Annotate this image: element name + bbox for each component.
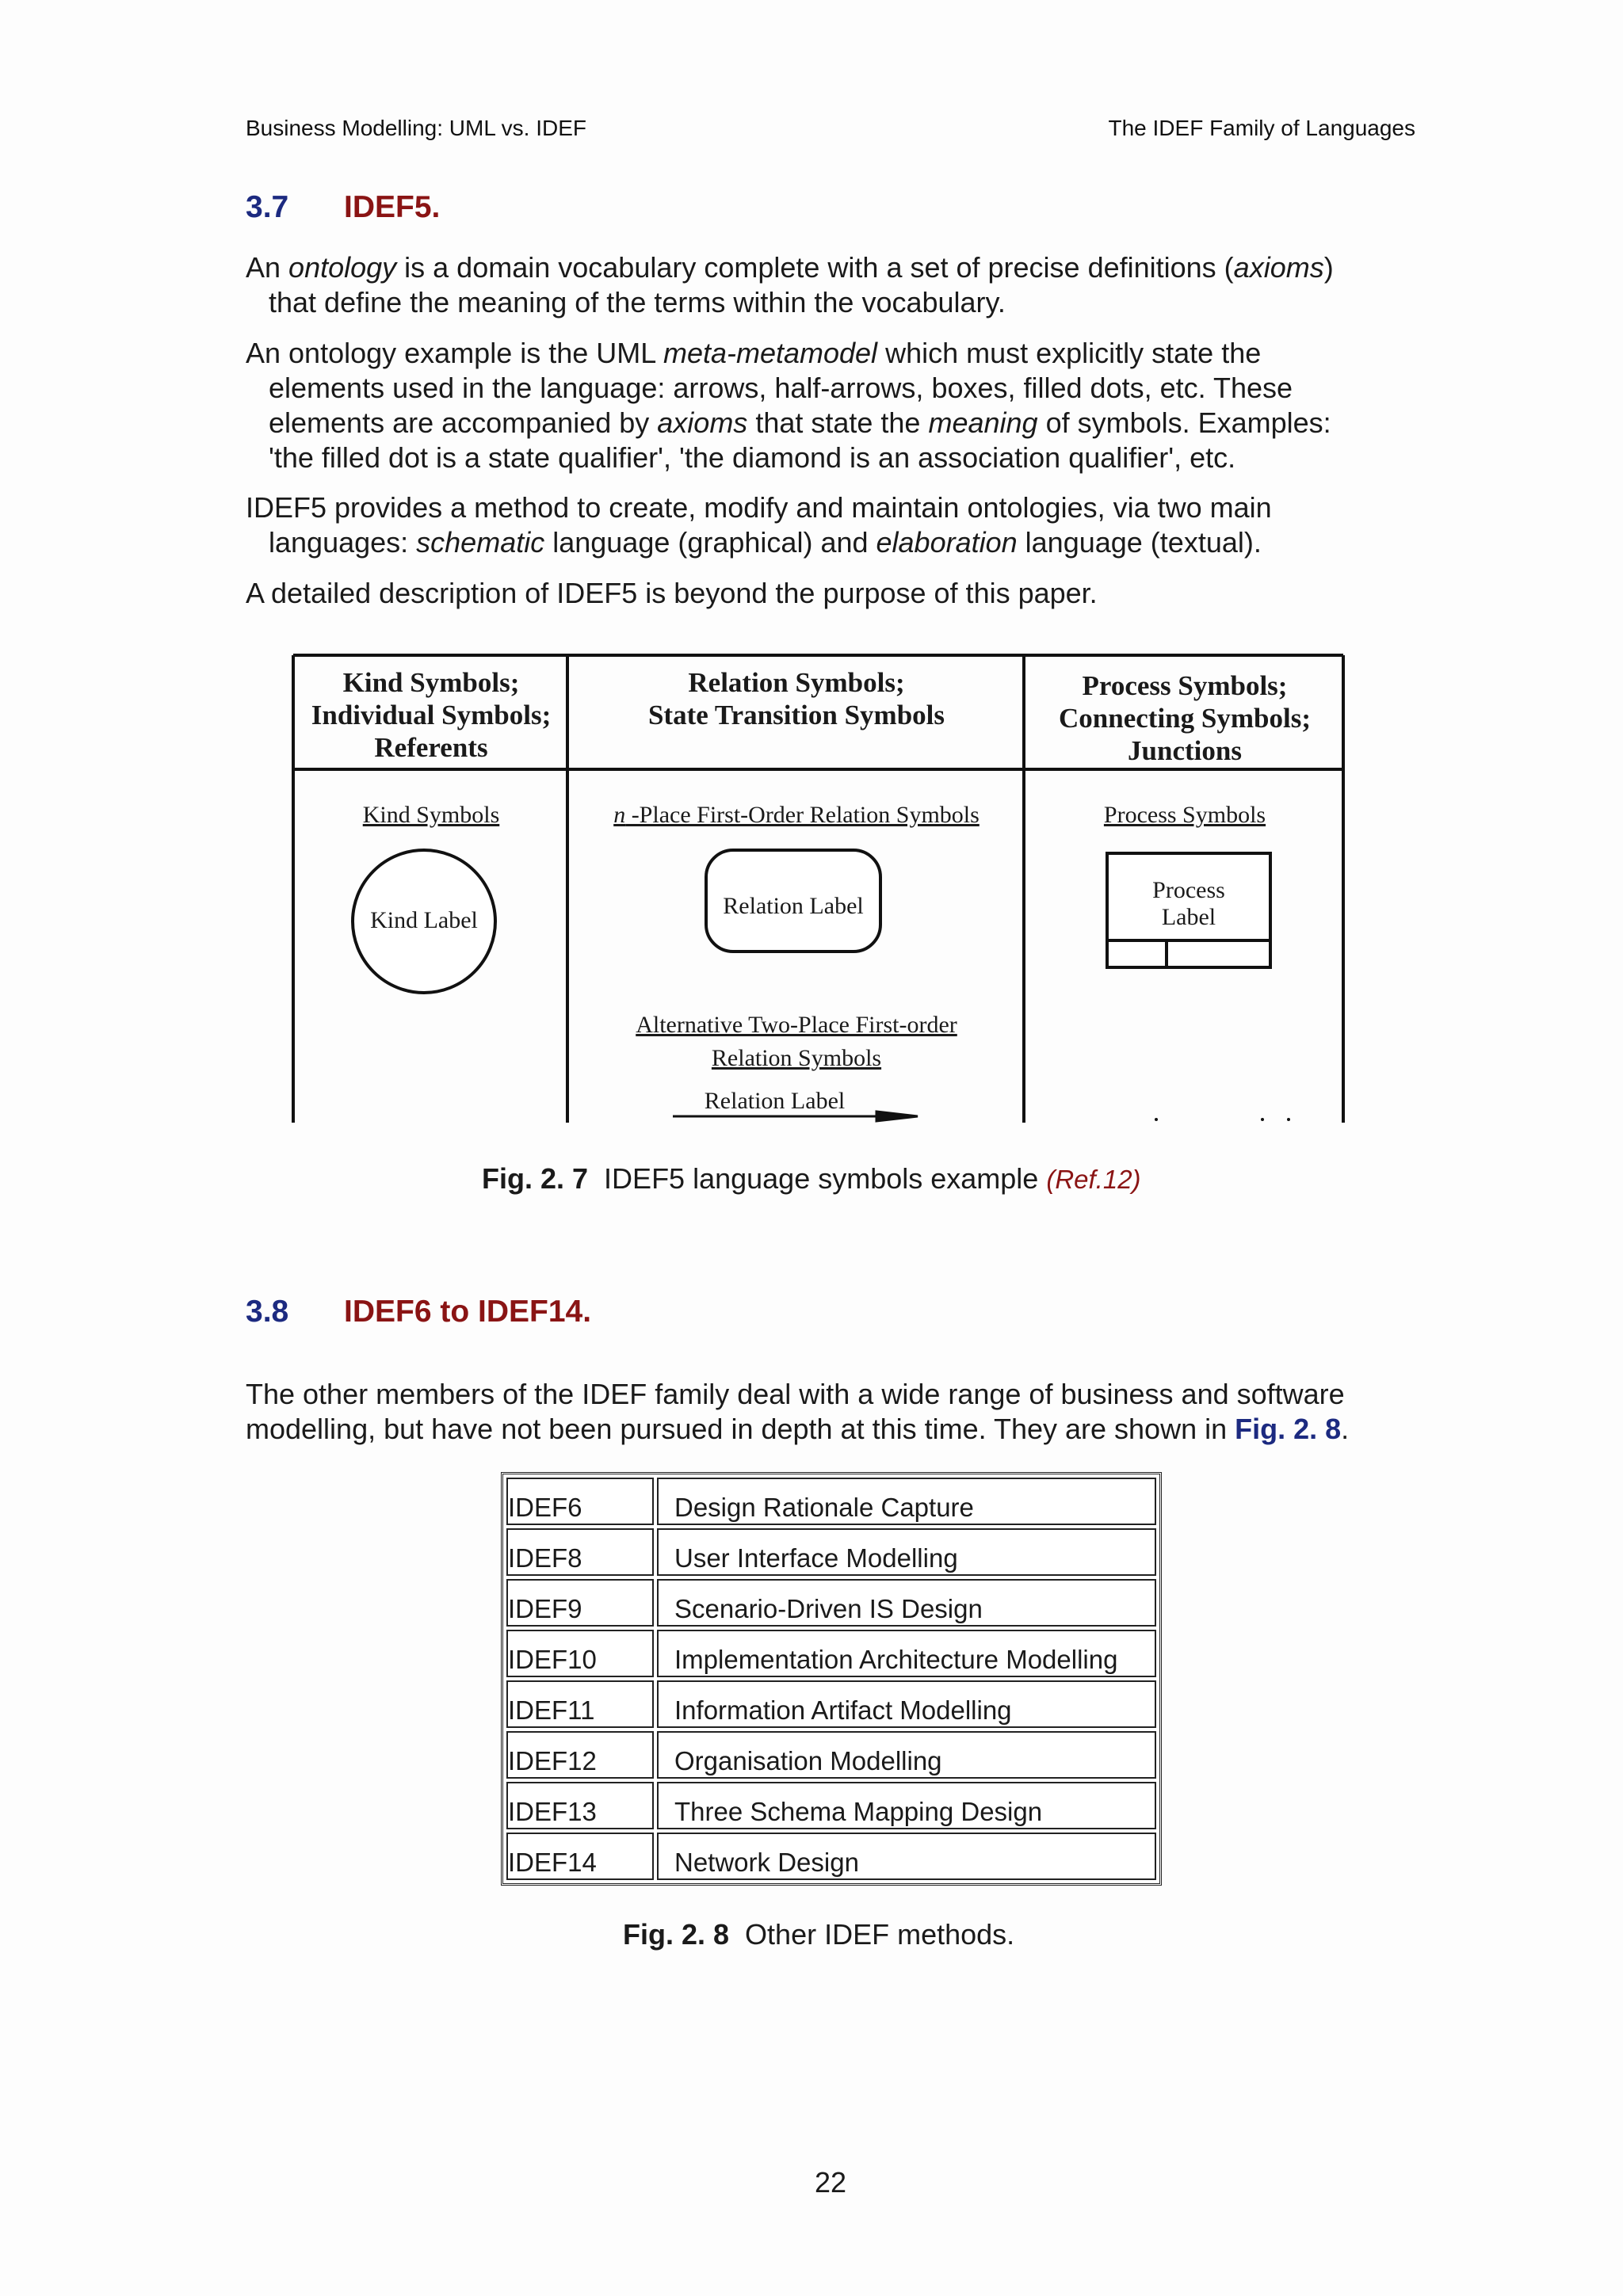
column-head-kind: Kind Symbols; Individual Symbols; Referents <box>311 667 552 763</box>
idef-name-cell: Scenario-Driven IS Design <box>657 1579 1156 1627</box>
idef-code-cell: IDEF9 <box>506 1579 654 1627</box>
section-title: IDEF6 to IDEF14. <box>344 1295 592 1329</box>
figure-reference-link[interactable]: Fig. 2. 8 <box>1235 1413 1342 1445</box>
figure-caption-2-7: Fig. 2. 7 IDEF5 language symbols example (Ref.12) <box>482 1162 1141 1195</box>
section-number: 3.7 <box>246 190 289 224</box>
section-title: IDEF5. <box>344 190 441 224</box>
paragraph-ontology-example: An ontology example is the UML meta-metamodel which must explicitly state the elements used in the language: arrows, half-arrows, boxes, filled dots, etc. These elements are accompanied by axioms that state the meaning of symbols. Examples: 'the filled dot is a state qualifier', 'the diamond is an association qualifier', etc. <box>246 337 1331 474</box>
idef-code-cell: IDEF11 <box>506 1680 654 1728</box>
arrow-relation-label: Relation Label <box>704 1088 846 1114</box>
idef-code-cell: IDEF6 <box>506 1478 654 1525</box>
running-header-right: The IDEF Family of Languages <box>1108 116 1415 140</box>
paragraph-other-members: The other members of the IDEF family deal with a wide range of business and software modelling, but have not been pursued in depth at this time. They are shown in Fig. 2. 8. <box>246 1378 1350 1445</box>
figure-idef5-symbols <box>292 654 1345 1124</box>
idef-name-cell: Information Artifact Modelling <box>657 1680 1156 1728</box>
process-label: Process Label <box>1152 877 1225 930</box>
table-row <box>506 1731 1156 1779</box>
table-row <box>506 1630 1156 1677</box>
table-row <box>506 1833 1156 1880</box>
table-row <box>506 1680 1156 1728</box>
alt-relation-heading-1: Alternative Two-Place First-order <box>636 1012 957 1038</box>
idef-name-cell: Design Rationale Capture <box>657 1478 1156 1525</box>
idef-code-cell: IDEF8 <box>506 1528 654 1576</box>
table-row <box>506 1782 1156 1829</box>
idef-code-cell: IDEF14 <box>506 1833 654 1880</box>
idef-name-cell: Implementation Architecture Modelling <box>657 1630 1156 1677</box>
section-heading-3-7 <box>246 190 440 225</box>
paragraph-detailed-description: A detailed description of IDEF5 is beyond the purpose of this paper. <box>246 577 1098 609</box>
page-number: 22 <box>814 2166 847 2199</box>
relation-label: Relation Label <box>723 893 864 919</box>
paragraph-idef5-method: IDEF5 provides a method to create, modify and maintain ontologies, via two main languages: schematic language (graphical) and elaboration language (textual). <box>246 491 1272 559</box>
paragraph-ontology: An ontology is a domain vocabulary complete with a set of precise definitions (axioms) that define the meaning of the terms within the vocabulary. <box>246 251 1334 318</box>
table-row <box>506 1478 1156 1525</box>
idef-code-cell: IDEF12 <box>506 1731 654 1779</box>
running-header-left: Business Modelling: UML vs. IDEF <box>246 116 586 140</box>
figure-caption-2-8: Fig. 2. 8 Other IDEF methods. <box>623 1918 1015 1951</box>
kind-label: Kind Label <box>370 907 478 933</box>
idef-name-cell: Organisation Modelling <box>657 1731 1156 1779</box>
idef-name-cell: User Interface Modelling <box>657 1528 1156 1576</box>
alt-relation-heading-2: Relation Symbols <box>711 1045 882 1071</box>
idef-name-cell: Network Design <box>657 1833 1156 1880</box>
table-row <box>506 1579 1156 1627</box>
section-number: 3.8 <box>246 1295 289 1329</box>
sublabel-relation-symbols: n -Place First-Order Relation Symbols <box>613 802 980 828</box>
sublabel-kind-symbols: Kind Symbols <box>362 802 500 828</box>
idef-code-cell: IDEF13 <box>506 1782 654 1829</box>
column-head-relation: Relation Symbols; State Transition Symbols <box>647 667 945 730</box>
idef-name-cell: Three Schema Mapping Design <box>657 1782 1156 1829</box>
section-heading-3-8 <box>246 1295 591 1329</box>
sublabel-process-symbols: Process Symbols <box>1103 802 1266 828</box>
idef-code-cell: IDEF10 <box>506 1630 654 1677</box>
table-row <box>506 1528 1156 1576</box>
column-head-process: Process Symbols; Connecting Symbols; Junctions <box>1059 670 1311 766</box>
other-idef-methods-table <box>501 1472 1162 1886</box>
